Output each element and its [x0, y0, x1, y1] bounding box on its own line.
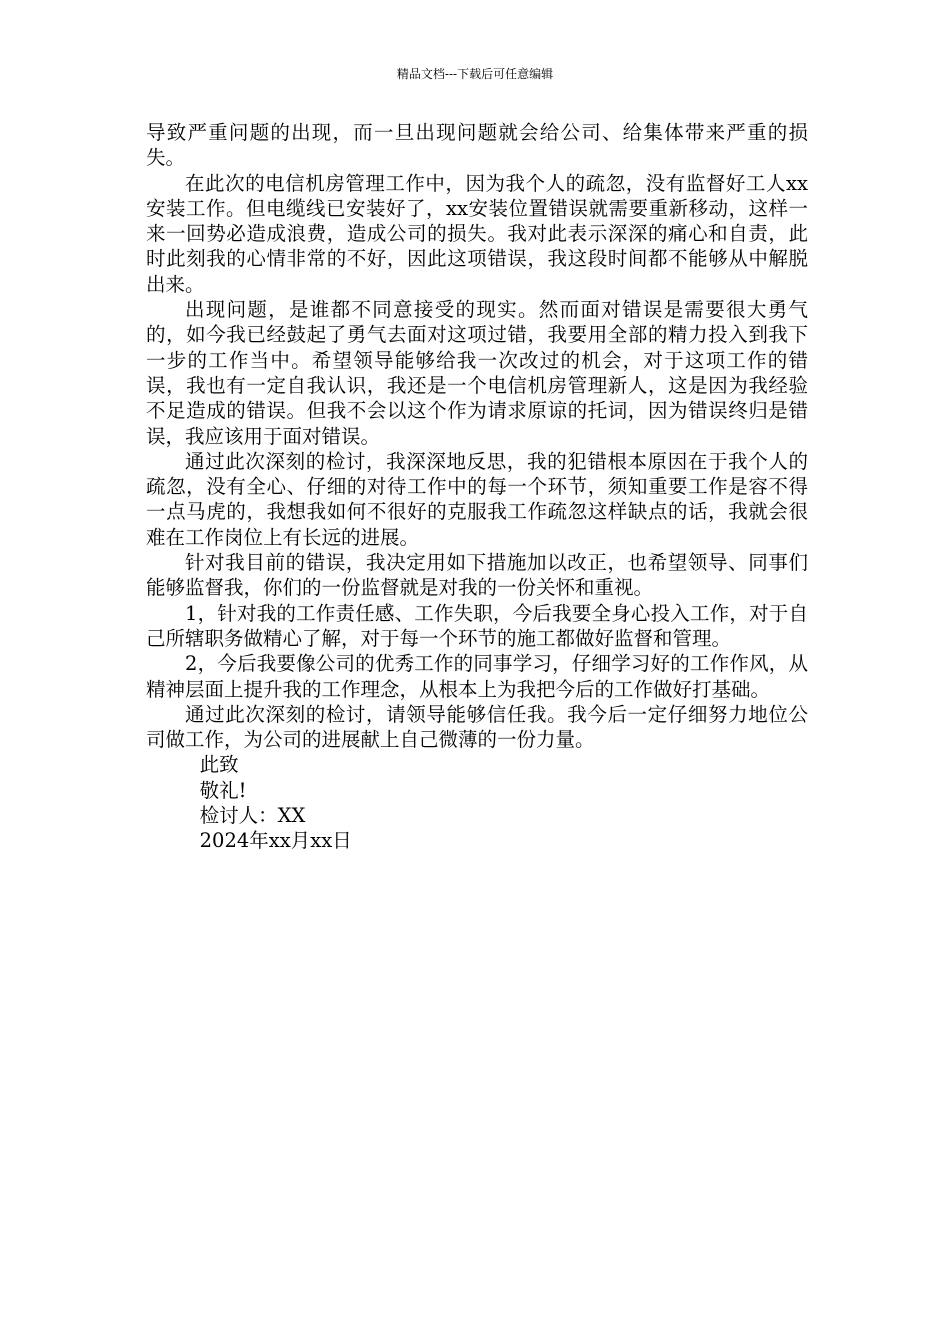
paragraph-measures-intro: 针对我目前的错误，我决定用如下措施加以改正，也希望领导、同事们能够监督我，你们的一份监督就是对我的一份关怀和重视。: [146, 551, 808, 600]
closing-salutation: 此致: [199, 753, 239, 777]
paragraph-measure-1: 1，针对我的工作责任感、工作失职，今后我要全身心投入工作，对于自己所辖职务做精心了解，对于每一个环节的施工都做好监督和管理。: [146, 601, 808, 650]
page-header: 精品文档---下载后可任意编辑: [396, 67, 554, 81]
paragraph-conclusion: 通过此次深刻的检讨，请领导能够信任我。我今后一定仔细努力地位公司做工作，为公司的进展献上自己微薄的一份力量。: [146, 702, 808, 752]
closing-regards: 敬礼!: [199, 778, 247, 802]
closing-signer: 检讨人：XX: [199, 804, 306, 828]
paragraph-acceptance: 出现问题，是谁都不同意接受的现实。然而面对错误是需要很大勇气的，如今我已经鼓起了勇气去面对这项过错，我要用全部的精力投入到我下一步的工作当中。希望领导能够给我一次改过的机会，对于这项工作的错误，我也有一定自我认识，我还是一个电信机房管理新人，这是因为我经验不足造成的错误。但我不会以这个作为请求原谅的托词，因为错误终归是错误，我应该用于面对错误。: [146, 298, 808, 448]
paragraph-measure-2: 2，今后我要像公司的优秀工作的同事学习，仔细学习好的工作作风，从精神层面上提升我的工作理念，从根本上为我把今后的工作做好打基础。: [146, 652, 808, 701]
document-body: [146, 120, 808, 854]
paragraph-incident: 在此次的电信机房管理工作中，因为我个人的疏忽，没有监督好工人xx安装工作。但电缆线已安装好了，xx安装位置错误就需要重新移动，这样一来一回势必造成浪费，造成公司的损失。我对此表示深深的痛心和自责，此时此刻我的心情非常的不好，因此这项错误，我这段时间都不能够从中解脱出来。: [146, 171, 808, 296]
paragraph-reflection: 通过此次深刻的检讨，我深深地反思，我的犯错根本原因在于我个人的疏忽，没有全心、仔细的对待工作中的每一个环节，须知重要工作是容不得一点马虎的，我想我如何不很好的克服我工作疏忽这样缺点的话，我就会很难在工作岗位上有长远的进展。: [146, 449, 808, 549]
paragraph-continuation: 导致严重问题的出现，而一旦出现问题就会给公司、给集体带来严重的损失。: [146, 121, 808, 170]
closing-date: 2024年xx月xx日: [199, 829, 352, 853]
